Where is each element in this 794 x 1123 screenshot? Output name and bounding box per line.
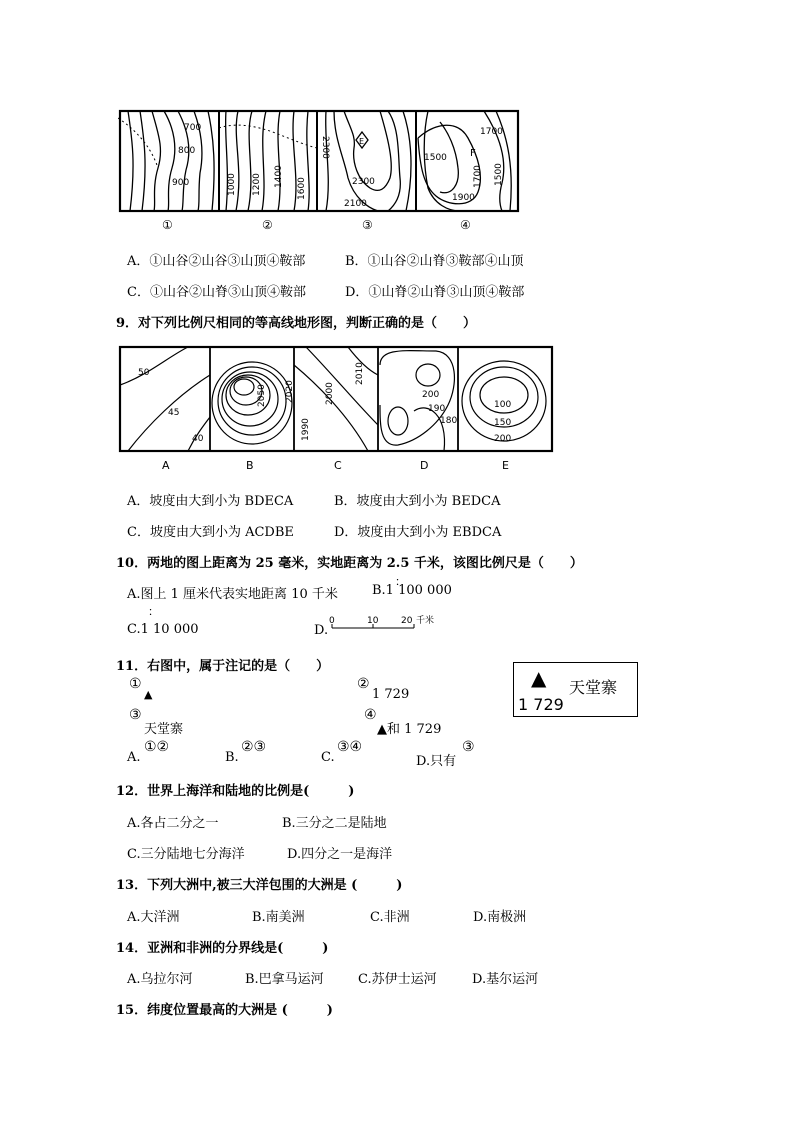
q12-option-d: D.四分之一是海洋 <box>287 847 393 862</box>
q11-item4-number: ④ <box>364 707 377 723</box>
q9-stem: 9．对下列比例尺相同的等高线地形图，判断正确的是（ ） <box>116 316 477 331</box>
q13-option-d: D.南极洲 <box>473 910 527 925</box>
contour-label: 700 <box>184 123 202 133</box>
ratio-colon: ： <box>395 575 406 588</box>
q12-option-b: B.三分之二是陆地 <box>282 816 387 831</box>
contour-label: 2020 <box>285 380 295 403</box>
contour-label: 1500 <box>424 153 447 163</box>
q13-stem: 13．下列大洲中,被三大洋包围的大洲是 ( ) <box>116 878 403 893</box>
q10-option-b-prefix: B.1 <box>372 583 394 598</box>
q10-option-c <box>127 622 199 637</box>
panel-label: C <box>334 459 342 472</box>
contour-label: 800 <box>178 146 196 156</box>
q12-stem: 12．世界上海洋和陆地的比例是( ) <box>116 784 355 799</box>
q8-option-b: B．①山谷②山脊③鞍部④山顶 <box>345 254 524 269</box>
contour-label: 1990 <box>301 418 311 441</box>
contour-label: 100 <box>494 400 512 410</box>
scale-tick-label: 10 <box>367 616 379 626</box>
q11-item3-text: 天堂寨 <box>144 722 184 737</box>
q11-item3-number: ③ <box>129 707 142 723</box>
contour-figure-q9 <box>118 345 554 475</box>
q11-option-c-label: C. <box>321 750 335 765</box>
map-symbol-box <box>513 662 638 717</box>
q10-option-a: A.图上 1 厘米代表实地距离 10 千米 <box>127 587 338 602</box>
contour-label: 200 <box>494 434 512 444</box>
q9-option-d: D．坡度由大到小为 EBDCA <box>334 525 502 540</box>
contour-label: 1700 <box>480 127 503 137</box>
panel-label: ③ <box>362 218 373 232</box>
q14-option-b: B.巴拿马运河 <box>245 972 324 987</box>
q8-option-c: C．①山谷②山脊③山顶④鞍部 <box>127 285 306 300</box>
scale-bar <box>326 614 442 636</box>
contour-label: E <box>359 137 365 146</box>
q9-option-a: A．坡度由大到小为 BDECA <box>127 494 294 509</box>
panel-label: A <box>162 459 170 472</box>
contour-label: F <box>470 148 476 159</box>
q14-option-a: A.乌拉尔河 <box>127 972 193 987</box>
q9-option-c: C．坡度由大到小为 ACDBE <box>127 525 294 540</box>
q11-option-d-label: D.只有 <box>416 754 457 769</box>
panel-label: D <box>420 459 429 472</box>
contour-label: 190 <box>428 404 446 414</box>
q10-stem: 10．两地的图上距离为 25 毫米，实地距离为 2.5 千米，该图比例尺是（ ） <box>116 556 583 571</box>
q11-item4-text: ▲和 1 729 <box>377 722 442 737</box>
contour-label: 1900 <box>452 193 475 203</box>
triangle-icon: ▲ <box>144 688 153 701</box>
q11-option-a-label: A. <box>127 750 141 765</box>
peak-elevation: 1 729 <box>518 695 564 714</box>
contour-label: 2300 <box>352 177 375 187</box>
scale-tick-label: 20 <box>401 616 413 626</box>
ratio-colon: ： <box>148 605 159 618</box>
panel-label: ④ <box>460 218 471 232</box>
panel-label: ② <box>262 218 273 232</box>
q13-option-a: A.大洋洲 <box>127 910 180 925</box>
q11-item1-number: ① <box>129 676 142 692</box>
q11-option-d-nums: ③ <box>462 739 475 755</box>
q10-option-c-value: 10 000 <box>153 622 199 637</box>
contour-label: 1400 <box>274 165 284 188</box>
contour-label: 2050 <box>257 384 267 407</box>
q10-option-d-label: D. <box>314 623 329 638</box>
contour-label: 1000 <box>227 173 237 196</box>
contour-label: 900 <box>172 178 190 188</box>
contour-label: 1200 <box>252 173 262 196</box>
panel-label: ① <box>162 218 173 232</box>
q15-stem: 15．纬度位置最高的大洲是 ( ) <box>116 1003 333 1018</box>
q11-option-b-nums: ②③ <box>241 739 267 755</box>
q11-item2-text: 1 729 <box>372 687 410 702</box>
q11-item2-number: ② <box>357 676 370 692</box>
contour-label: 40 <box>192 434 204 444</box>
q8-option-d: D．①山脊②山脊③山顶④鞍部 <box>345 285 525 300</box>
q11-option-c-nums: ③④ <box>337 739 363 755</box>
scale-unit: 千米 <box>416 616 435 626</box>
q14-stem: 14．亚洲和非洲的分界线是( ) <box>116 941 329 956</box>
contour-label: 2100 <box>344 199 367 209</box>
peak-name: 天堂寨 <box>569 678 618 697</box>
panel-label: B <box>246 459 254 472</box>
contour-label: 2300 <box>320 136 330 159</box>
q13-option-b: B.南美洲 <box>252 910 305 925</box>
contour-label: 50 <box>138 368 150 378</box>
contour-label: 180 <box>440 416 458 426</box>
contour-label: 45 <box>168 408 180 418</box>
q12-option-a: A.各占二分之一 <box>127 816 219 831</box>
peak-triangle-icon: ▲ <box>531 666 547 690</box>
q11-stem: 11．右图中，属于注记的是（ ） <box>116 659 330 674</box>
panel-label: E <box>502 459 509 472</box>
contour-label: 150 <box>494 418 512 428</box>
q11-option-b-label: B. <box>225 750 239 765</box>
q10-option-b-value: 100 000 <box>398 583 452 598</box>
contour-label: 1500 <box>494 163 504 186</box>
contour-label: 2000 <box>325 382 335 405</box>
contour-label: 200 <box>422 390 440 400</box>
q10-option-b <box>372 583 452 598</box>
scale-tick-label: 0 <box>329 616 335 626</box>
q8-option-a: A．①山谷②山谷③山顶④鞍部 <box>127 254 306 269</box>
q14-option-c: C.苏伊士运河 <box>358 972 437 987</box>
q13-option-c: C.非洲 <box>370 910 410 925</box>
q14-option-d: D.基尔运河 <box>472 972 539 987</box>
q12-option-c: C.三分陆地七分海洋 <box>127 847 245 862</box>
q11-option-a-nums: ①② <box>144 739 170 755</box>
contour-label: 1700 <box>473 165 483 188</box>
contour-figure-q8 <box>118 108 520 233</box>
q10-option-c-prefix: C.1 <box>127 622 149 637</box>
contour-label: 2010 <box>355 362 365 385</box>
contour-label: 1600 <box>297 177 307 200</box>
q9-option-b: B．坡度由大到小为 BEDCA <box>334 494 501 509</box>
